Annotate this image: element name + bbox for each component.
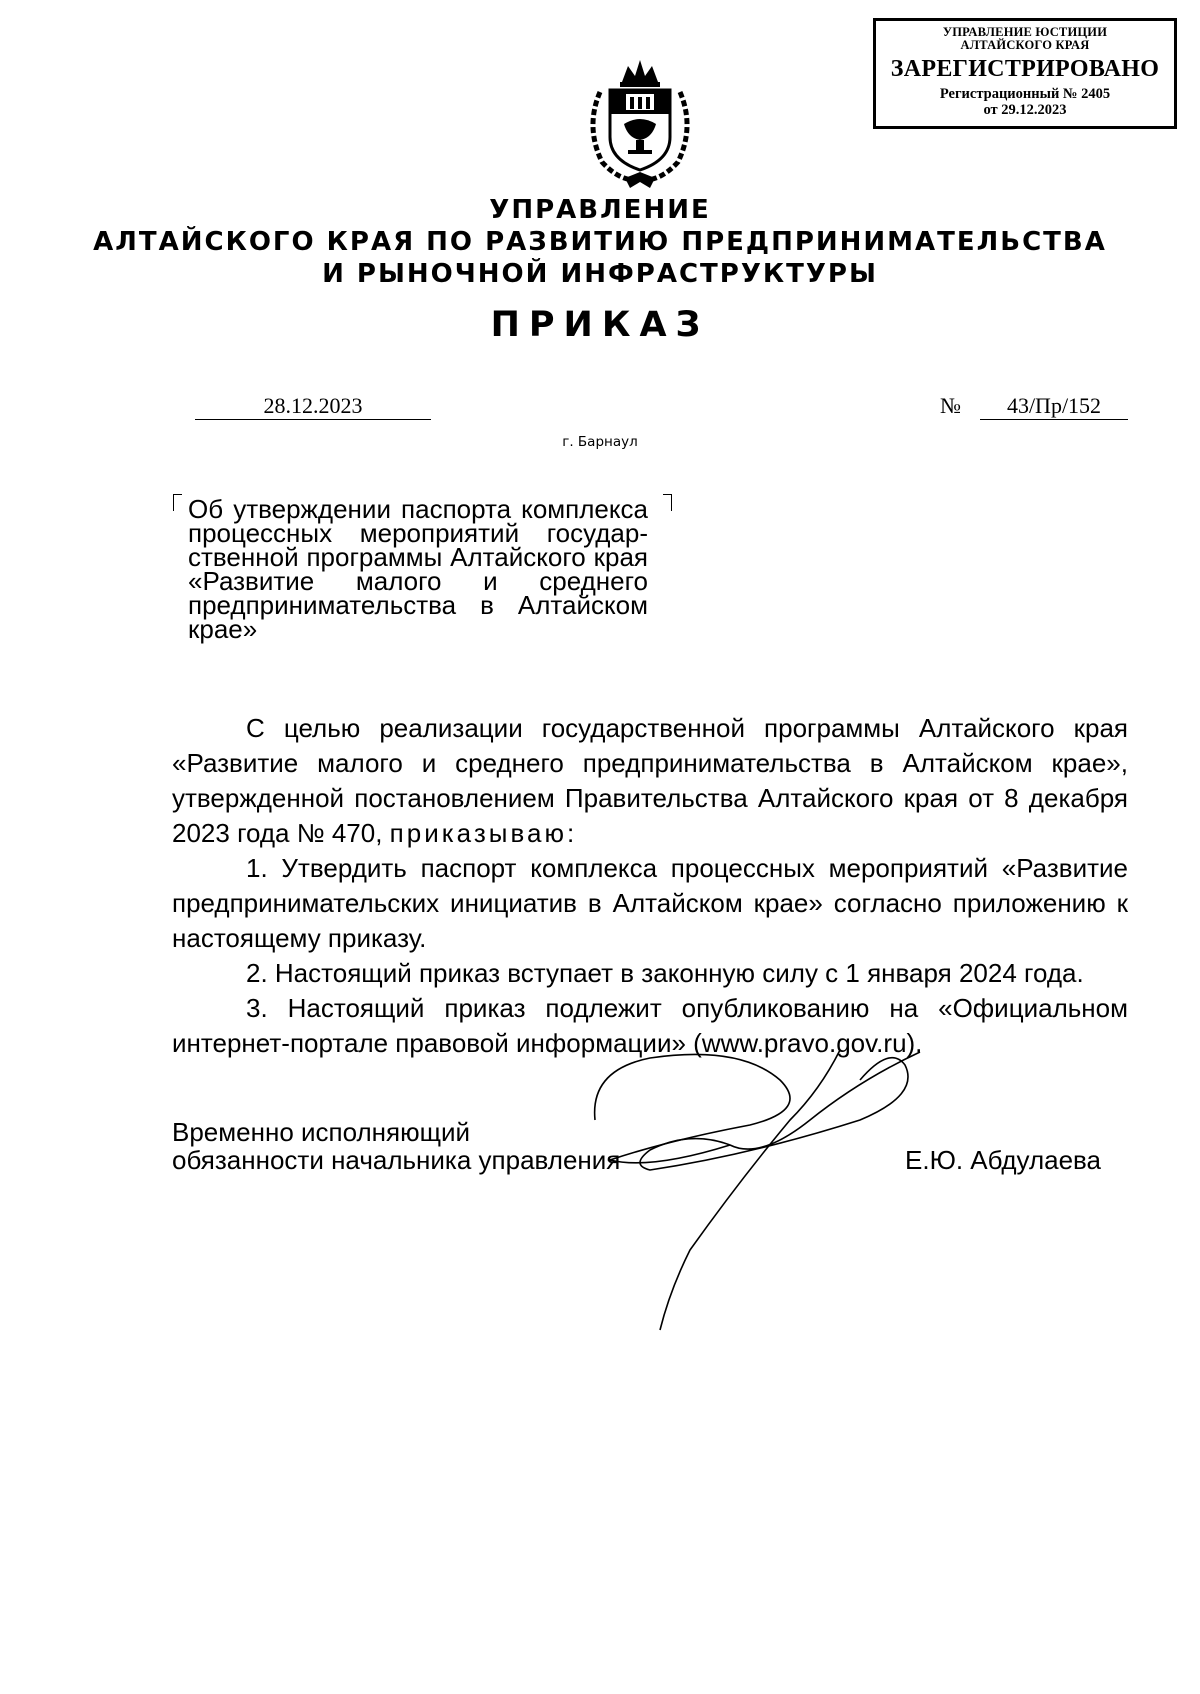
item3-line: 3. Настоящий приказ подлежит опубликованию на «Официальном bbox=[246, 993, 1128, 1023]
order-number: 43/Пр/152 bbox=[980, 393, 1128, 420]
decree-word: приказываю: bbox=[389, 818, 578, 848]
organization-title-line1: УПРАВЛЕНИЕ bbox=[489, 195, 711, 225]
signatory-position-line1: Временно исполняющий bbox=[172, 1117, 471, 1147]
item1-line: настоящему приказу. bbox=[172, 923, 427, 953]
stamp-authority-line1: УПРАВЛЕНИЕ ЮСТИЦИИ bbox=[942, 25, 1108, 39]
stamp-registration-number: Регистрационный № 2405 bbox=[939, 86, 1111, 102]
signatory-position bbox=[172, 1118, 620, 1174]
body-line: С целью реализации государственной программы Алтайского края bbox=[246, 713, 1128, 743]
handwritten-signature-icon bbox=[590, 1050, 1010, 1340]
organization-title-line3: И РЫНОЧНОЙ ИНФРАСТРУКТУРЫ bbox=[322, 259, 878, 289]
subject-line: процессных мероприятий государ- bbox=[188, 518, 648, 548]
body-line-text: 2023 года № 470, bbox=[172, 818, 383, 848]
altai-coat-of-arms-icon bbox=[580, 52, 700, 192]
item2-line: 2. Настоящий приказ вступает в законную силу с 1 января 2024 года. bbox=[246, 958, 1084, 988]
order-subject bbox=[188, 494, 648, 644]
order-number-label: № bbox=[940, 393, 961, 418]
order-body bbox=[172, 711, 1128, 1061]
body-line: утвержденной постановлением Правительства Алтайского края от 8 декабря bbox=[172, 783, 1128, 813]
subject-line: крае» bbox=[188, 614, 258, 644]
item3-line: интернет-портале правовой информации» (www.pravo.gov.ru). bbox=[172, 1028, 923, 1058]
stamp-registration-date: от 29.12.2023 bbox=[983, 102, 1067, 118]
subject-line: Об утверждении паспорта комплекса bbox=[188, 494, 648, 524]
stamp-authority-line2: АЛТАЙСКОГО КРАЯ bbox=[960, 38, 1090, 52]
subject-line: предпринимательства в Алтайском bbox=[188, 590, 648, 620]
body-line bbox=[172, 816, 1128, 851]
body-line: «Развитие малого и среднего предпринимательства в Алтайском крае», bbox=[172, 748, 1128, 778]
registration-stamp bbox=[873, 18, 1177, 129]
item1-line: предпринимательских инициатив в Алтайском крае» согласно приложению к bbox=[172, 888, 1128, 918]
signatory-name: Е.Ю. Абдулаева bbox=[905, 1145, 1102, 1175]
subject-line: «Развитие малого и среднего bbox=[188, 566, 648, 596]
subject-line: ственной программы Алтайского края bbox=[188, 542, 648, 572]
stamp-registered-label: ЗАРЕГИСТРИРОВАНО bbox=[890, 56, 1160, 82]
subject-bracket-right bbox=[663, 494, 672, 511]
order-date: 28.12.2023 bbox=[195, 393, 431, 420]
subject-bracket-left bbox=[173, 494, 182, 511]
signatory-position-line2: обязанности начальника управления bbox=[172, 1145, 621, 1175]
item1-line: 1. Утвердить паспорт комплекса процессных мероприятий «Развитие bbox=[246, 853, 1128, 883]
organization-title-line2: АЛТАЙСКОГО КРАЯ ПО РАЗВИТИЮ ПРЕДПРИНИМАТЕЛЬСТВА bbox=[93, 227, 1107, 257]
city-name: г. Барнаул bbox=[562, 434, 638, 450]
document-type-title: ПРИКАЗ bbox=[490, 305, 710, 345]
